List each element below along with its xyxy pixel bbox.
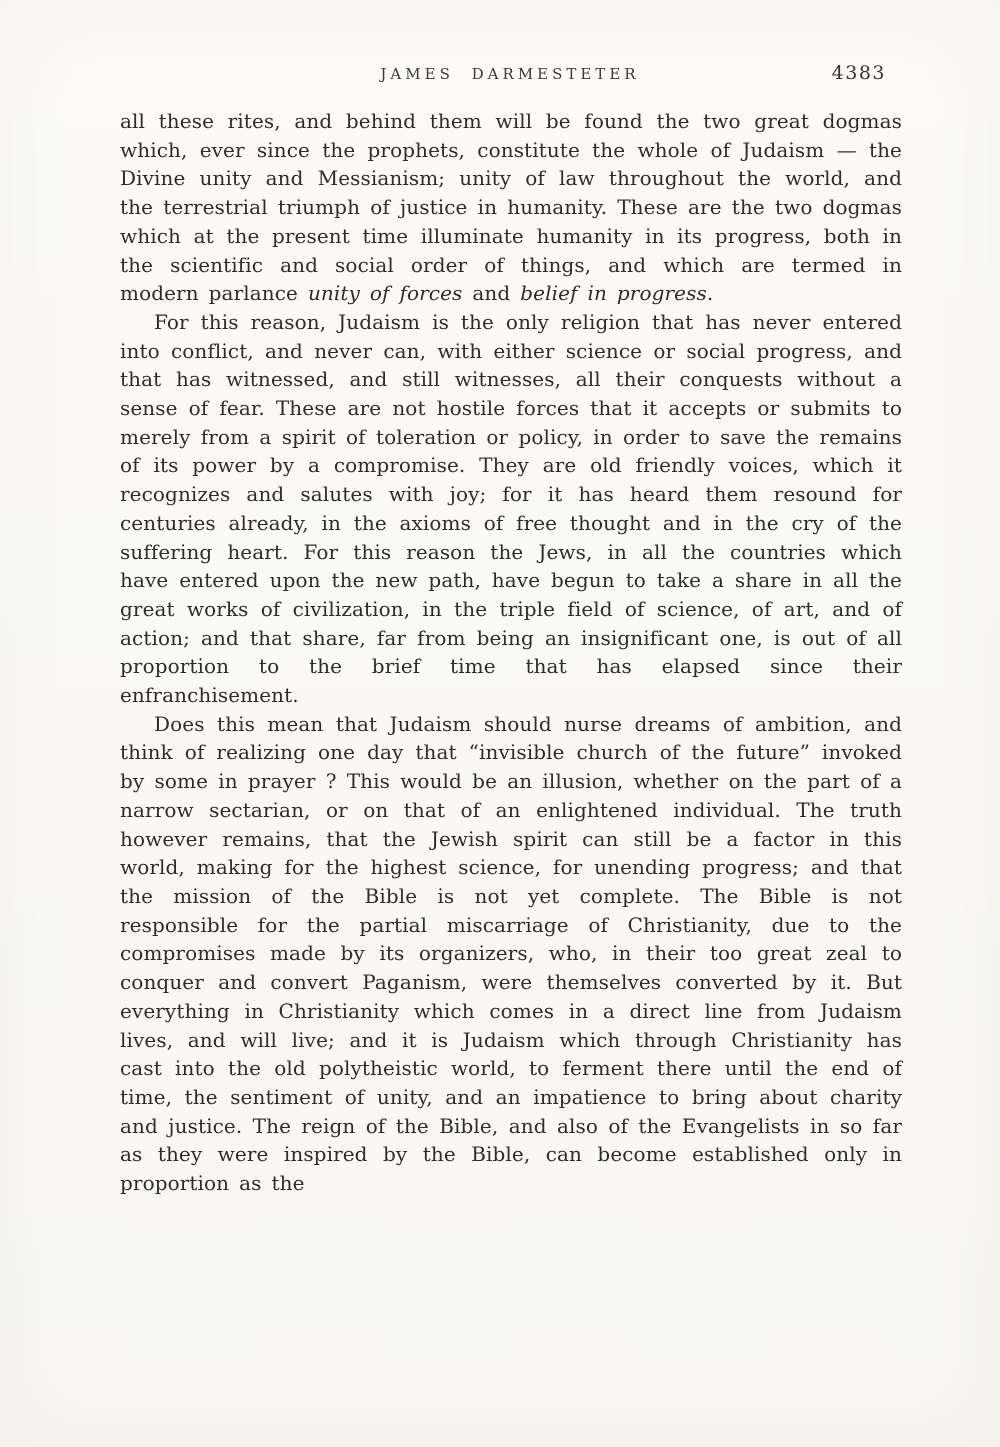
text-run: Does this mean that Judaism should nurse dreams of ambition, and think of realizing one day that “invisible church of the future” invoked by some in prayer ? This would be an illusion, whether on the part of a narrow sectarian, or on that of an enlightened individual. The truth however remains, that the Jewish spirit can still be a factor in this world, making for the highest science, for unending progress; and that the mission of the Bible is not yet complete. The Bible is not responsible for the partial miscarriage of Christianity, due to the compromises made by its organizers, who, in their too great zeal to conquer and convert Paganism, were themselves converted by it. But everything in Christianity which comes in a direct line from Judaism lives, and will live; and it is Judaism which through Christianity has cast into the old polytheistic world, to ferment there until the end of time, the sentiment of unity, and an impatience to bring about charity and justice. The reign of the Bible, and also of the Evangelists in so far as they were inspired by the Bible, can become established only in proportion as the [120, 711, 902, 1196]
text-run: and [462, 281, 521, 306]
page-header [120, 62, 900, 90]
text-run: . [706, 281, 714, 306]
italic-text-run: unity of forces [307, 281, 463, 306]
text-run: all these rites, and behind them will be found the two great dogmas which, ever since the prophets, constitute the whole of Judaism — the Divine unity and Messianism; unity of law throughout the world, and the terrestrial triumph of justice in humanity. These are the two dogmas which at the present time illuminate humanity in its progress, both in the scientific and social order of things, and which are termed in modern parlance [120, 109, 902, 306]
text-run: For this reason, Judaism is the only religion that has never entered into conflict, and never can, with either science or social progress, and that has witnessed, and still witnesses, all their conquests without a sense of fear. These are not hostile forces that it accepts or submits to merely from a spirit of toleration or policy, in order to save the remains of its power by a compromise. They are old friendly voices, which it recognizes and salutes with joy; for it has heard them resound for centuries already, in the axioms of free thought and in the cry of the suffering heart. For this reason the Jews, in all the countries which have entered upon the new path, have begun to take a share in all the great works of civilization, in the triple field of science, of art, and of action; and that share, far from being an insignificant one, is out of all proportion to the brief time that has elapsed since their enfranchisement. [120, 309, 902, 708]
running-title: JAMES DARMESTETER [380, 65, 640, 83]
italic-text-run: belief in progress [520, 281, 707, 306]
text-block [120, 107, 902, 1198]
page-number: 4383 [831, 62, 886, 84]
paragraph [120, 710, 902, 1198]
paragraph [120, 308, 902, 710]
paragraph [120, 107, 902, 308]
